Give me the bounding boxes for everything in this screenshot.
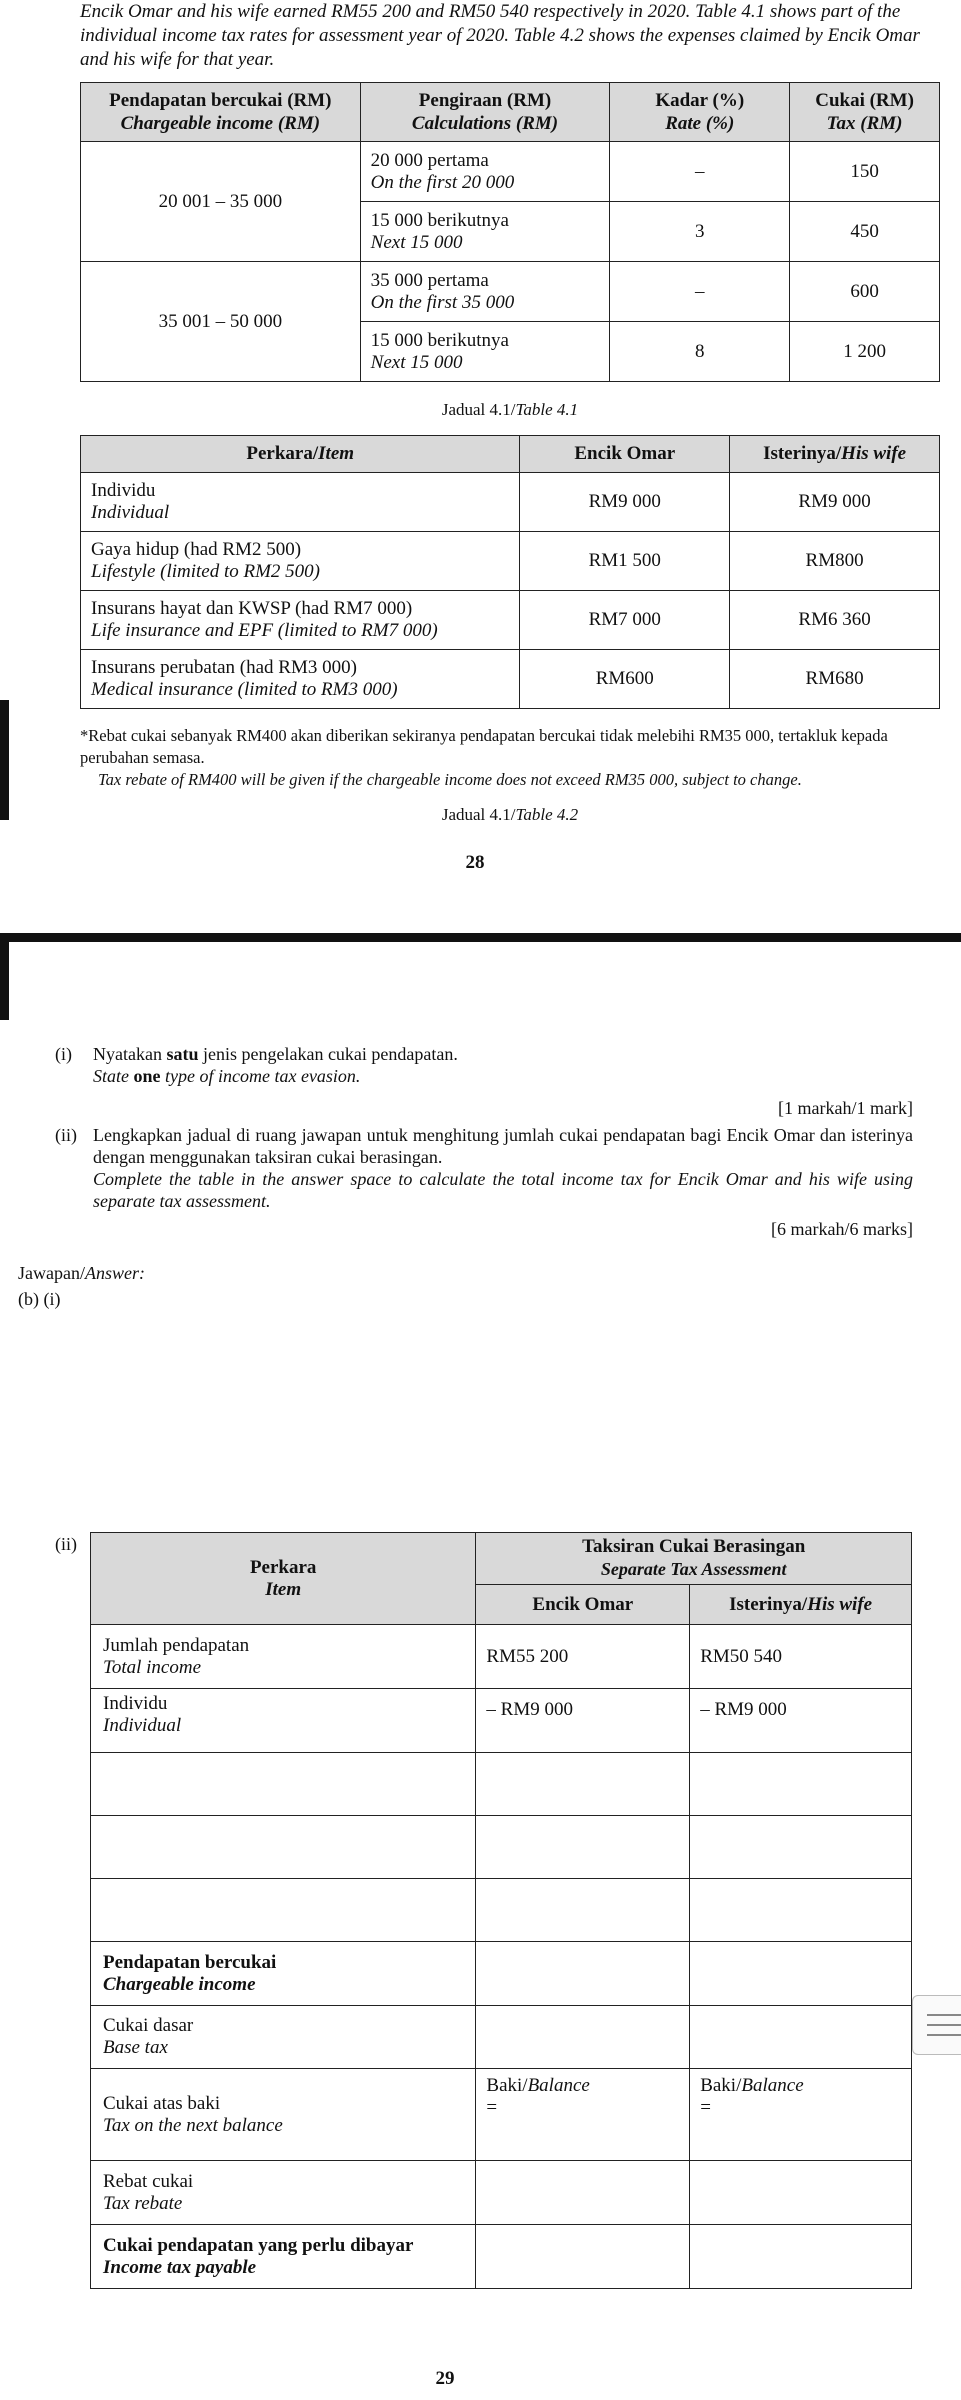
table-row [91,1625,912,1689]
question-ii-malay: Lengkapkan jadual di ruang jawapan untuk menghitung jumlah cukai pendapatan bagi Encik Omar dan isterinya dengan menggunakan taksiran cukai berasingan. [93,1125,913,1167]
scan-edge-left [0,700,9,820]
table-4-2-caption: Jadual 4.1/Table 4.2 [441,805,579,824]
blank-row [91,1816,912,1879]
chargeable-omar-cell[interactable] [476,1942,690,2006]
chargeable-income-row [91,1942,912,2006]
page-divider [0,933,961,942]
item-cell: Gaya hidup (had RM2 500) Lifestyle (limited to RM2 500) [81,532,520,591]
chargeable-income-label: Pendapatan bercukai Chargeable income [91,1942,476,2006]
header-calculations: Pengiraan (RM) Calculations (RM) [360,83,610,142]
tax-rebate-row [91,2161,912,2225]
wife-value: RM800 [730,532,940,591]
header-rate: Kadar (%) Rate (%) [610,83,790,142]
rebate-omar-cell[interactable] [476,2161,690,2225]
tax-rate-table [80,82,940,382]
page-number: 28 [465,852,485,873]
omar-value: RM9 000 [520,473,730,532]
answer-label: Jawapan/Answer: [18,1263,145,1283]
question-ii-marks: [6 markah/6 marks] [771,1219,913,1239]
omar-value: – RM9 000 [476,1689,690,1753]
table-header-row [91,1533,912,1585]
balance-tax-label: Cukai atas baki Tax on the next balance [91,2069,476,2161]
table-row [81,262,940,322]
chargeable-wife-cell[interactable] [690,1942,912,2006]
omar-value: RM600 [520,650,730,709]
question-i-marks: [1 markah/1 mark] [778,1098,913,1118]
base-tax-wife-cell[interactable] [690,2006,912,2069]
base-tax-label: Cukai dasar Base tax [91,2006,476,2069]
note-malay: *Rebat cukai sebanyak RM400 akan diberikan sekiranya pendapatan bercukai tidak melebihi RM35 000, tertakluk kepada perubahan semasa. [80,726,888,767]
blank-omar-cell[interactable] [476,1816,690,1879]
rate-cell: 8 [610,322,790,382]
tax-cell: 450 [790,202,940,262]
blank-row [91,1753,912,1816]
calc-cell: 35 000 pertama On the first 35 000 [360,262,610,322]
table-row [81,650,940,709]
header-wife: Isterinya/His wife [690,1585,912,1625]
tax-cell: 600 [790,262,940,322]
row-label: Jumlah pendapatan Total income [91,1625,476,1689]
question-i-number: (i) [55,1044,72,1064]
table-row [81,473,940,532]
omar-value: RM1 500 [520,532,730,591]
item-cell: Insurans hayat dan KWSP (had RM7 000) Life insurance and EPF (limited to RM7 000) [81,591,520,650]
blank-label-cell[interactable] [91,1816,476,1879]
calc-cell: 15 000 berikutnya Next 15 000 [360,202,610,262]
income-band: 20 001 – 35 000 [81,142,361,262]
table-row [81,142,940,202]
page-number: 29 [435,2368,455,2389]
table-header-row [81,436,940,473]
blank-wife-cell[interactable] [690,1753,912,1816]
header-chargeable-income: Pendapatan bercukai (RM) Chargeable income (RM) [81,83,361,142]
income-tax-payable-label: Cukai pendapatan yang perlu dibayar Income tax payable [91,2225,476,2289]
rate-cell: 3 [610,202,790,262]
answer-b-i: (b) (i) [18,1289,61,1309]
balance-tax-row [91,2069,912,2161]
table-row [91,1689,912,1753]
expenses-table [80,435,940,709]
calc-cell: 20 000 pertama On the first 20 000 [360,142,610,202]
intro-paragraph: Encik Omar and his wife earned RM55 200 and RM50 540 respectively in 2020. Table 4.1 shows part of the individual income tax rates for assessment year of 2020. Table 4.2 shows the expenses claimed by Encik Omar and his wife for that year. [80,1,920,70]
header-omar: Encik Omar [476,1585,690,1625]
blank-wife-cell[interactable] [690,1879,912,1942]
wife-value: RM680 [730,650,940,709]
row-label: Individu Individual [91,1689,476,1753]
income-band: 35 001 – 50 000 [81,262,361,382]
note-english: Tax rebate of RM400 will be given if the chargeable income does not exceed RM35 000, subject to change. [98,770,802,789]
scan-edge-left-lower [0,942,9,1020]
header-tax: Cukai (RM) Tax (RM) [790,83,940,142]
wife-value: RM50 540 [690,1625,912,1689]
payable-wife-cell[interactable] [690,2225,912,2289]
side-menu-icon[interactable] [912,1995,961,2055]
rebate-wife-cell[interactable] [690,2161,912,2225]
base-tax-omar-cell[interactable] [476,2006,690,2069]
rate-cell: – [610,142,790,202]
table-row [81,591,940,650]
table-header-row [81,83,940,142]
tax-cell: 1 200 [790,322,940,382]
tax-rebate-note [80,725,945,791]
answer-ii-label: (ii) [55,1534,77,1554]
item-cell: Individu Individual [81,473,520,532]
balance-omar-cell[interactable]: Baki/Balance = [476,2069,690,2161]
header-separate-assessment: Taksiran Cukai Berasingan Separate Tax Assessment [476,1533,912,1585]
omar-value: RM55 200 [476,1625,690,1689]
rate-cell: – [610,262,790,322]
table-row [81,532,940,591]
calc-cell: 15 000 berikutnya Next 15 000 [360,322,610,382]
base-tax-row [91,2006,912,2069]
payable-omar-cell[interactable] [476,2225,690,2289]
header-omar: Encik Omar [520,436,730,473]
balance-wife-cell[interactable]: Baki/Balance = [690,2069,912,2161]
question-ii-number: (ii) [55,1125,77,1145]
blank-wife-cell[interactable] [690,1816,912,1879]
blank-label-cell[interactable] [91,1753,476,1816]
omar-value: RM7 000 [520,591,730,650]
blank-omar-cell[interactable] [476,1879,690,1942]
header-item: Perkara/Item [81,436,520,473]
blank-label-cell[interactable] [91,1879,476,1942]
table-4-1-caption: Jadual 4.1/Table 4.1 [441,400,579,419]
header-item: Perkara Item [91,1533,476,1625]
wife-value: RM9 000 [730,473,940,532]
tax-cell: 150 [790,142,940,202]
wife-value: RM6 360 [730,591,940,650]
wife-value: – RM9 000 [690,1689,912,1753]
header-wife: Isterinya/His wife [730,436,940,473]
blank-row [91,1879,912,1942]
blank-omar-cell[interactable] [476,1753,690,1816]
item-cell: Insurans perubatan (had RM3 000) Medical insurance (limited to RM3 000) [81,650,520,709]
income-tax-payable-row [91,2225,912,2289]
separate-tax-assessment-table [90,1532,912,2289]
tax-rebate-label: Rebat cukai Tax rebate [91,2161,476,2225]
question-ii-english: Complete the table in the answer space to calculate the total income tax for Encik Omar and his wife using separate tax assessment. [93,1169,913,1211]
